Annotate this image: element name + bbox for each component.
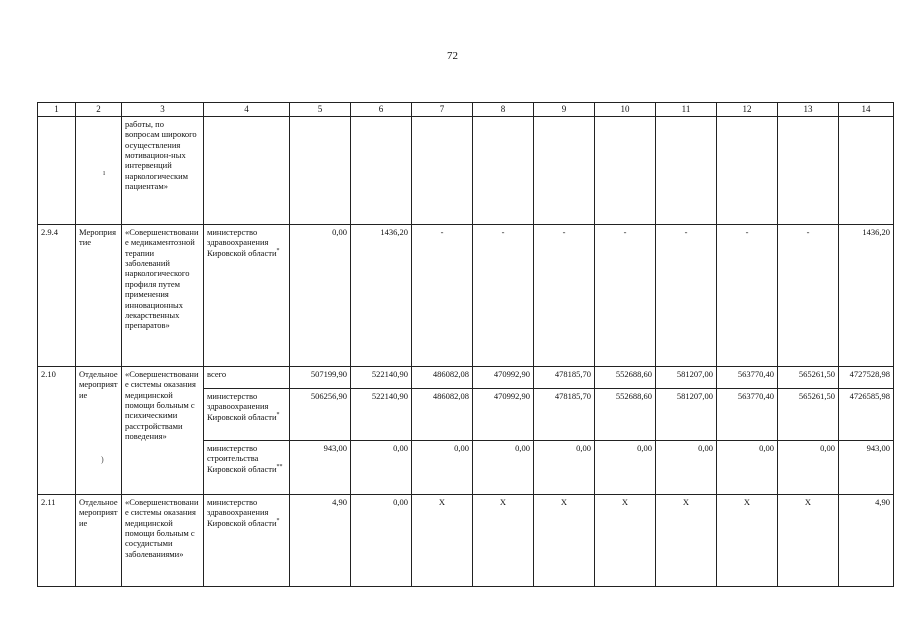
value-cell: - <box>534 225 595 367</box>
value-cell: X <box>412 495 473 587</box>
value-cell: - <box>412 225 473 367</box>
column-header: 1 <box>38 103 76 117</box>
column-header: 5 <box>290 103 351 117</box>
value-cell: X <box>717 495 778 587</box>
value-cell: X <box>534 495 595 587</box>
value-cell: - <box>595 225 656 367</box>
column-header: 8 <box>473 103 534 117</box>
cell-event-name: «Совершенствование медикаментозной терапии заболеваний наркологического профиля путем применения инновационных лекарственных препаратов» <box>122 225 204 367</box>
value-cell: 0,00 <box>412 441 473 495</box>
cell-event-name: работы, по вопросам широкого осуществления мотивацион-ных интервенций наркологическим пациентам» <box>122 117 204 225</box>
value-cell: 0,00 <box>778 441 839 495</box>
cell-executor: министерство здравоохранения Кировской области* <box>204 225 290 367</box>
value-cell: - <box>778 225 839 367</box>
page-number: 72 <box>447 50 458 62</box>
value-cell: 478185,70 <box>534 389 595 441</box>
value-cell: 486082,08 <box>412 367 473 389</box>
value-cell: 507199,90 <box>290 367 351 389</box>
column-header: 11 <box>656 103 717 117</box>
value-cell: 0,00 <box>473 441 534 495</box>
value-cell: 563770,40 <box>717 367 778 389</box>
value-cell: 0,00 <box>656 441 717 495</box>
scan-mark: ı <box>103 168 106 177</box>
value-cell: 565261,50 <box>778 389 839 441</box>
value-cell: X <box>595 495 656 587</box>
value-cell: 0,00 <box>717 441 778 495</box>
value-cell: 478185,70 <box>534 367 595 389</box>
cell-executor: министерство здравоохранения Кировской области* <box>204 495 290 587</box>
value-cell: 522140,90 <box>351 389 412 441</box>
cell-status: Отдельное мероприятие <box>76 495 122 587</box>
column-header: 14 <box>839 103 894 117</box>
value-cell: - <box>656 225 717 367</box>
table-row <box>38 495 894 587</box>
value-cell: 4726585,98 <box>839 389 894 441</box>
column-header: 9 <box>534 103 595 117</box>
value-cell: 4727528,98 <box>839 367 894 389</box>
value-cell: X <box>778 495 839 587</box>
cell-executor <box>204 117 290 225</box>
value-cell: 552688,60 <box>595 367 656 389</box>
cell-executor: всего <box>204 367 290 389</box>
table-row <box>38 367 894 389</box>
cell-code: 2.11 <box>38 495 76 587</box>
value-cell: 522140,90 <box>351 367 412 389</box>
value-cell: 0,00 <box>351 441 412 495</box>
cell-status: Мероприятие <box>76 225 122 367</box>
value-cell: 943,00 <box>839 441 894 495</box>
cell-code: 2.10 <box>38 367 76 495</box>
value-cell: 1436,20 <box>351 225 412 367</box>
header-row <box>38 103 894 117</box>
value-cell: 506256,90 <box>290 389 351 441</box>
column-header: 3 <box>122 103 204 117</box>
value-cell: 0,00 <box>290 225 351 367</box>
column-header: 4 <box>204 103 290 117</box>
value-cell: - <box>473 225 534 367</box>
value-cell: 943,00 <box>290 441 351 495</box>
program-table <box>37 102 894 587</box>
value-cell: 0,00 <box>595 441 656 495</box>
value-cell: 486082,08 <box>412 389 473 441</box>
column-header: 13 <box>778 103 839 117</box>
value-cell: 552688,60 <box>595 389 656 441</box>
cell-executor: министерство здравоохранения Кировской области* <box>204 389 290 441</box>
column-header: 7 <box>412 103 473 117</box>
value-cell: 0,00 <box>351 495 412 587</box>
column-header: 10 <box>595 103 656 117</box>
scan-mark: ) <box>101 455 104 464</box>
value-cell: 581207,00 <box>656 389 717 441</box>
value-cell: 4,90 <box>839 495 894 587</box>
cell-status <box>76 117 122 225</box>
value-cell: 4,90 <box>290 495 351 587</box>
column-header: 2 <box>76 103 122 117</box>
value-cell: 581207,00 <box>656 367 717 389</box>
value-cell: 0,00 <box>534 441 595 495</box>
cell-code: 2.9.4 <box>38 225 76 367</box>
cell-status: Отдельное мероприятие <box>76 367 122 495</box>
value-cell: 470992,90 <box>473 367 534 389</box>
table-row <box>38 117 894 225</box>
cell-event-name: «Совершенствование системы оказания медицинской помощи больным с психическими расстройствами поведения» <box>122 367 204 495</box>
column-header: 12 <box>717 103 778 117</box>
column-header: 6 <box>351 103 412 117</box>
value-cell: X <box>656 495 717 587</box>
cell-event-name: «Совершенствование системы оказания медицинской помощи больным с сосудистыми заболеваниями» <box>122 495 204 587</box>
value-cell: - <box>717 225 778 367</box>
value-cell: 563770,40 <box>717 389 778 441</box>
cell-code <box>38 117 76 225</box>
cell-executor: министерство строительства Кировской области** <box>204 441 290 495</box>
value-cell: 1436,20 <box>839 225 894 367</box>
value-cell: 565261,50 <box>778 367 839 389</box>
value-cell: 470992,90 <box>473 389 534 441</box>
table-row <box>38 225 894 367</box>
value-cell: X <box>473 495 534 587</box>
